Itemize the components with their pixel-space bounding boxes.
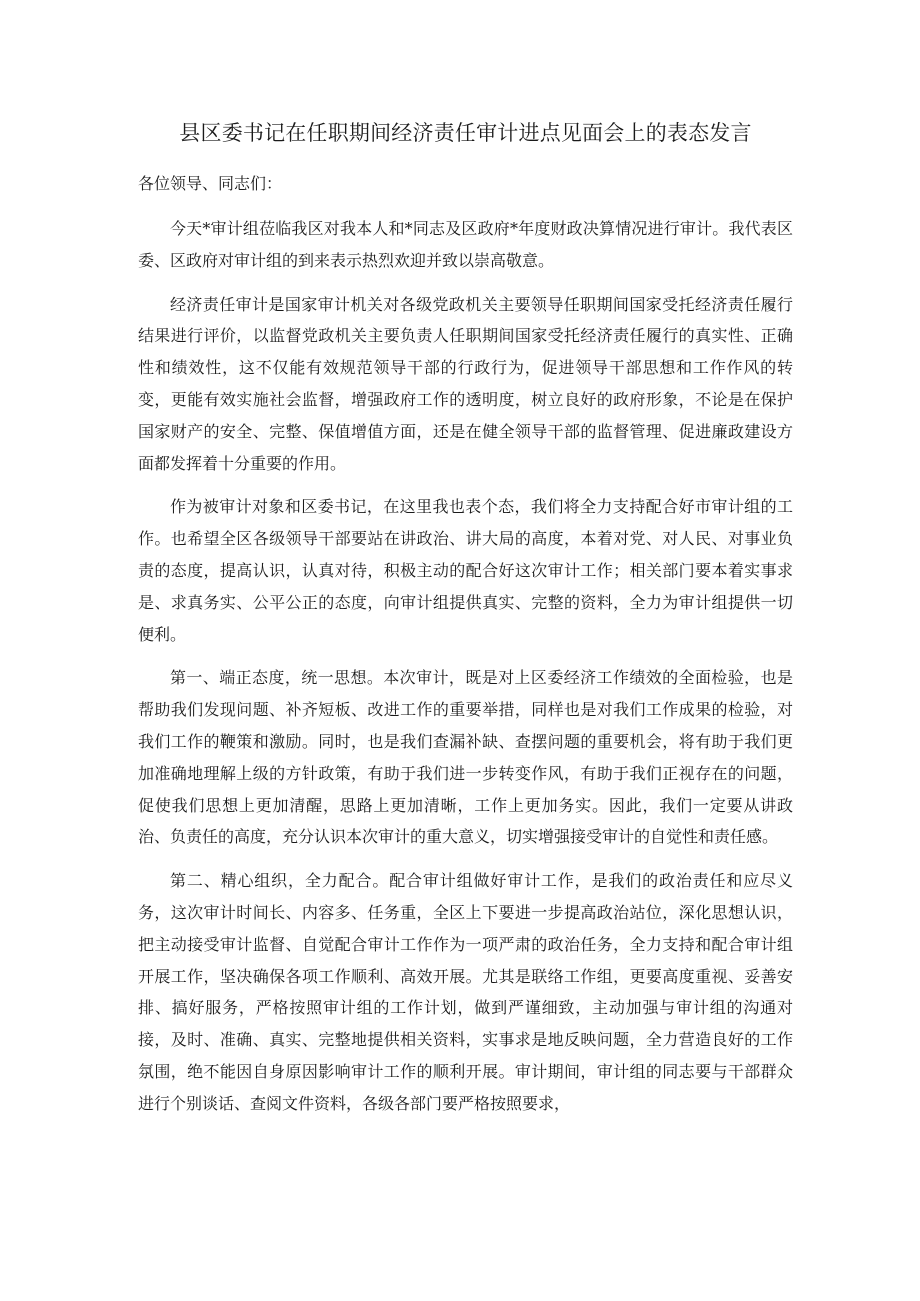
document-page xyxy=(138,118,793,1120)
paragraph-commitment: 作为被审计对象和区委书记，在这里我也表个态，我们将全力支持配合好市审计组的工作。也希望全区各级领导干部要站在讲政治、讲大局的高度，本着对党、对人民、对事业负责的态度，提高认识，认真对待，积极主动的配合好这次审计工作；相关部门要本着实事求是、求真务实、公平公正的态度，向审计组提供真实、完整的资料，全力为审计组提供一切便利。 xyxy=(138,497,793,644)
paragraph-point-two: 第二、精心组织，全力配合。配合审计组做好审计工作，是我们的政治责任和应尽义务，这次审计时间长、内容多、任务重，全区上下要进一步提高政治站位，深化思想认识，把主动接受审计监督、自觉配合审计工作作为一项严肃的政治任务，全力支持和配合审计组开展工作，坚决确保各项工作顺利、高效开展。尤其是联络工作组，更要高度重视、妥善安排、搞好服务，严格按照审计组的工作计划，做到严谨细致，主动加强与审计组的沟通对接，及时、准确、真实、完整地提供相关资料，实事求是地反映问题，全力营造良好的工作氛围，绝不能因自身原因影响审计工作的顺利开展。审计期间，审计组的同志要与干部群众进行个别谈话、查阅文件资料，各级各部门要严格按照要求， xyxy=(138,871,793,1113)
paragraph-point-one: 第一、端正态度，统一思想。本次审计，既是对上区委经济工作绩效的全面检验，也是帮助我们发现问题、补齐短板、改进工作的重要举措，同样也是对我们工作成果的检验，对我们工作的鞭策和激励。同时，也是我们查漏补缺、查摆问题的重要机会，将有助于我们更加准确地理解上级的方针政策，有助于我们进一步转变作风，有助于我们正视存在的问题，促使我们思想上更加清醒，思路上更加清晰，工作上更加务实。因此，我们一定要从讲政治、负责任的高度，充分认识本次审计的重大意义，切实增强接受审计的自觉性和责任感。 xyxy=(138,668,793,847)
salutation: 各位领导、同志们： xyxy=(138,174,283,193)
paragraph-audit-significance: 经济责任审计是国家审计机关对各级党政机关主要领导任职期间国家受托经济责任履行结果进行评价，以监督党政机关主要负责人任职期间国家受托经济责任履行的真实性、正确性和绩效性，这不仅能有效规范领导干部的行政行为，促进领导干部思想和工作作风的转变，更能有效实施社会监督，增强政府工作的透明度，树立良好的政府形象，不论是在保护国家财产的安全、完整、保值增值方面，还是在健全领导干部的监督管理、促进廉政建设方面都发挥着十分重要的作用。 xyxy=(138,294,793,473)
document-title: 县区委书记在任职期间经济责任审计进点见面会上的表态发言 xyxy=(179,121,752,145)
paragraph-welcome: 今天*审计组莅临我区对我本人和*同志及区政府*年度财政决算情况进行审计。我代表区委、区政府对审计组的到来表示热烈欢迎并致以崇高敬意。 xyxy=(138,219,793,270)
